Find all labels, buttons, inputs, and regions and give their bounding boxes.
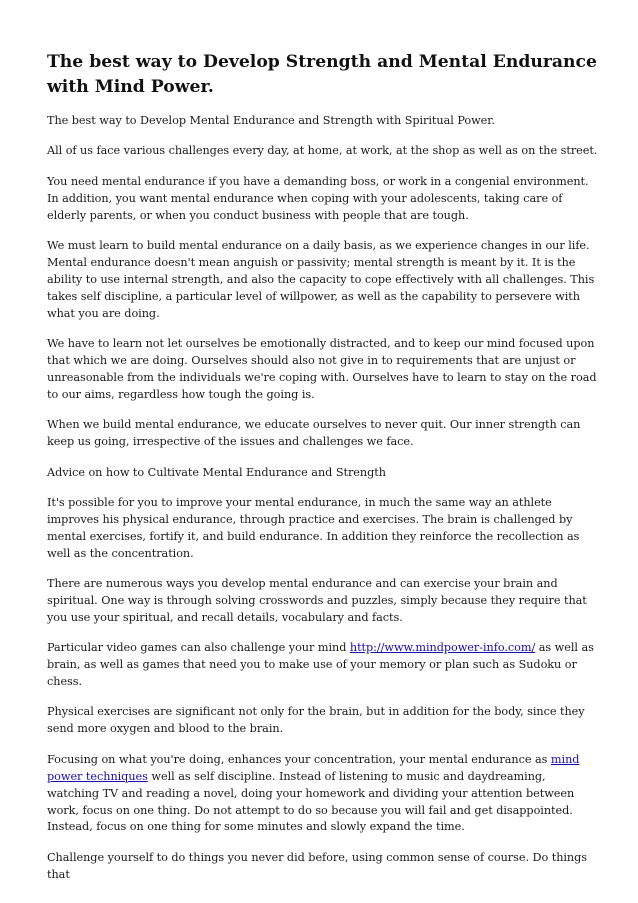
paragraph-challenge-yourself: Challenge yourself to do things you never did before, using common sense of course. Do things that [47,850,588,881]
paragraph-physical: Physical exercises are significant not only for the brain, but in addition for the body, since they send more oxygen and blood to the brain. [47,705,585,736]
video-games-text-before: Particular video games can also challenge your mind [47,641,350,655]
paragraph-stay-focused: We have to learn not let ourselves be emotionally distracted, and to keep our mind focused upon that which we are doing. Ourselves should also not give in to requirements that are unjust or unreasonable from the individuals we're coping with. Ourselves have to learn to stay on the road to our aims, regardless how tough the going is. [47,337,597,401]
paragraph-focusing [47,752,599,837]
paragraph-intro: The best way to Develop Mental Endurance and Strength with Spiritual Power. [47,114,495,127]
section-heading-advice: Advice on how to Cultivate Mental Endurance and Strength [47,465,386,479]
paragraph-numerous-ways: There are numerous ways you develop mental endurance and can exercise your brain and spiritual. One way is through solving crosswords and puzzles, simply because they require that you use your spiritual, and recall details, vocabulary and facts. [47,577,587,624]
document-page [47,50,599,897]
paragraph-need-endurance: You need mental endurance if you have a demanding boss, or work in a congenial environment. In addition, you want mental endurance when coping with your adolescents, taking care of elderly parents, or when you conduct business with people that are tough. [47,174,589,222]
paragraph-improve: It's possible for you to improve your mental endurance, in much the same way an athlete improves his physical endurance, through practice and exercises. The brain is challenged by mental exercises, fortify it, and build endurance. In addition they reinforce the recollection as well as the concentration. [47,495,580,560]
paragraph-never-quit: When we build mental endurance, we educate ourselves to never quit. Our inner strength can keep us going, irrespective of the issues and challenges we face. [47,418,581,449]
mind-power-techniques-link[interactable]: mind power techniques [47,752,580,783]
video-games-text-after: as well as brain, as well as games that need you to make use of your memory or plan such as Sudoku or chess. [47,641,594,689]
document-title: The best way to Develop Strength and Mental Endurance with Mind Power. [47,52,597,97]
paragraph-build-daily: We must learn to build mental endurance on a daily basis, as we experience changes in our life. Mental endurance doesn't mean anguish or passivity; mental strength is meant by it. It is the ability to use internal strength, and also the capacity to cope effectively with all challenges. This takes self discipline, a particular level of willpower, as well as the capability to persevere with what you are doing. [47,239,595,320]
focusing-text-after: well as self discipline. Instead of listening to music and daydreaming, watching TV and reading a novel, doing your homework and dividing your attention between work, focus on one thing. Do not attempt to do so because you will fail and get disappointed. Instead, focus on one thing for some minutes and slowly expand the time. [47,769,575,834]
focusing-text-before: Focusing on what you're doing, enhances your concentration, your mental endurance as [47,752,551,766]
paragraph-video-games [47,640,599,691]
paragraph-challenges: All of us face various challenges every day, at home, at work, at the shop as well as on the street. [47,144,598,158]
mindpower-url-link[interactable]: http://www.mindpower-info.com/ [349,641,536,655]
